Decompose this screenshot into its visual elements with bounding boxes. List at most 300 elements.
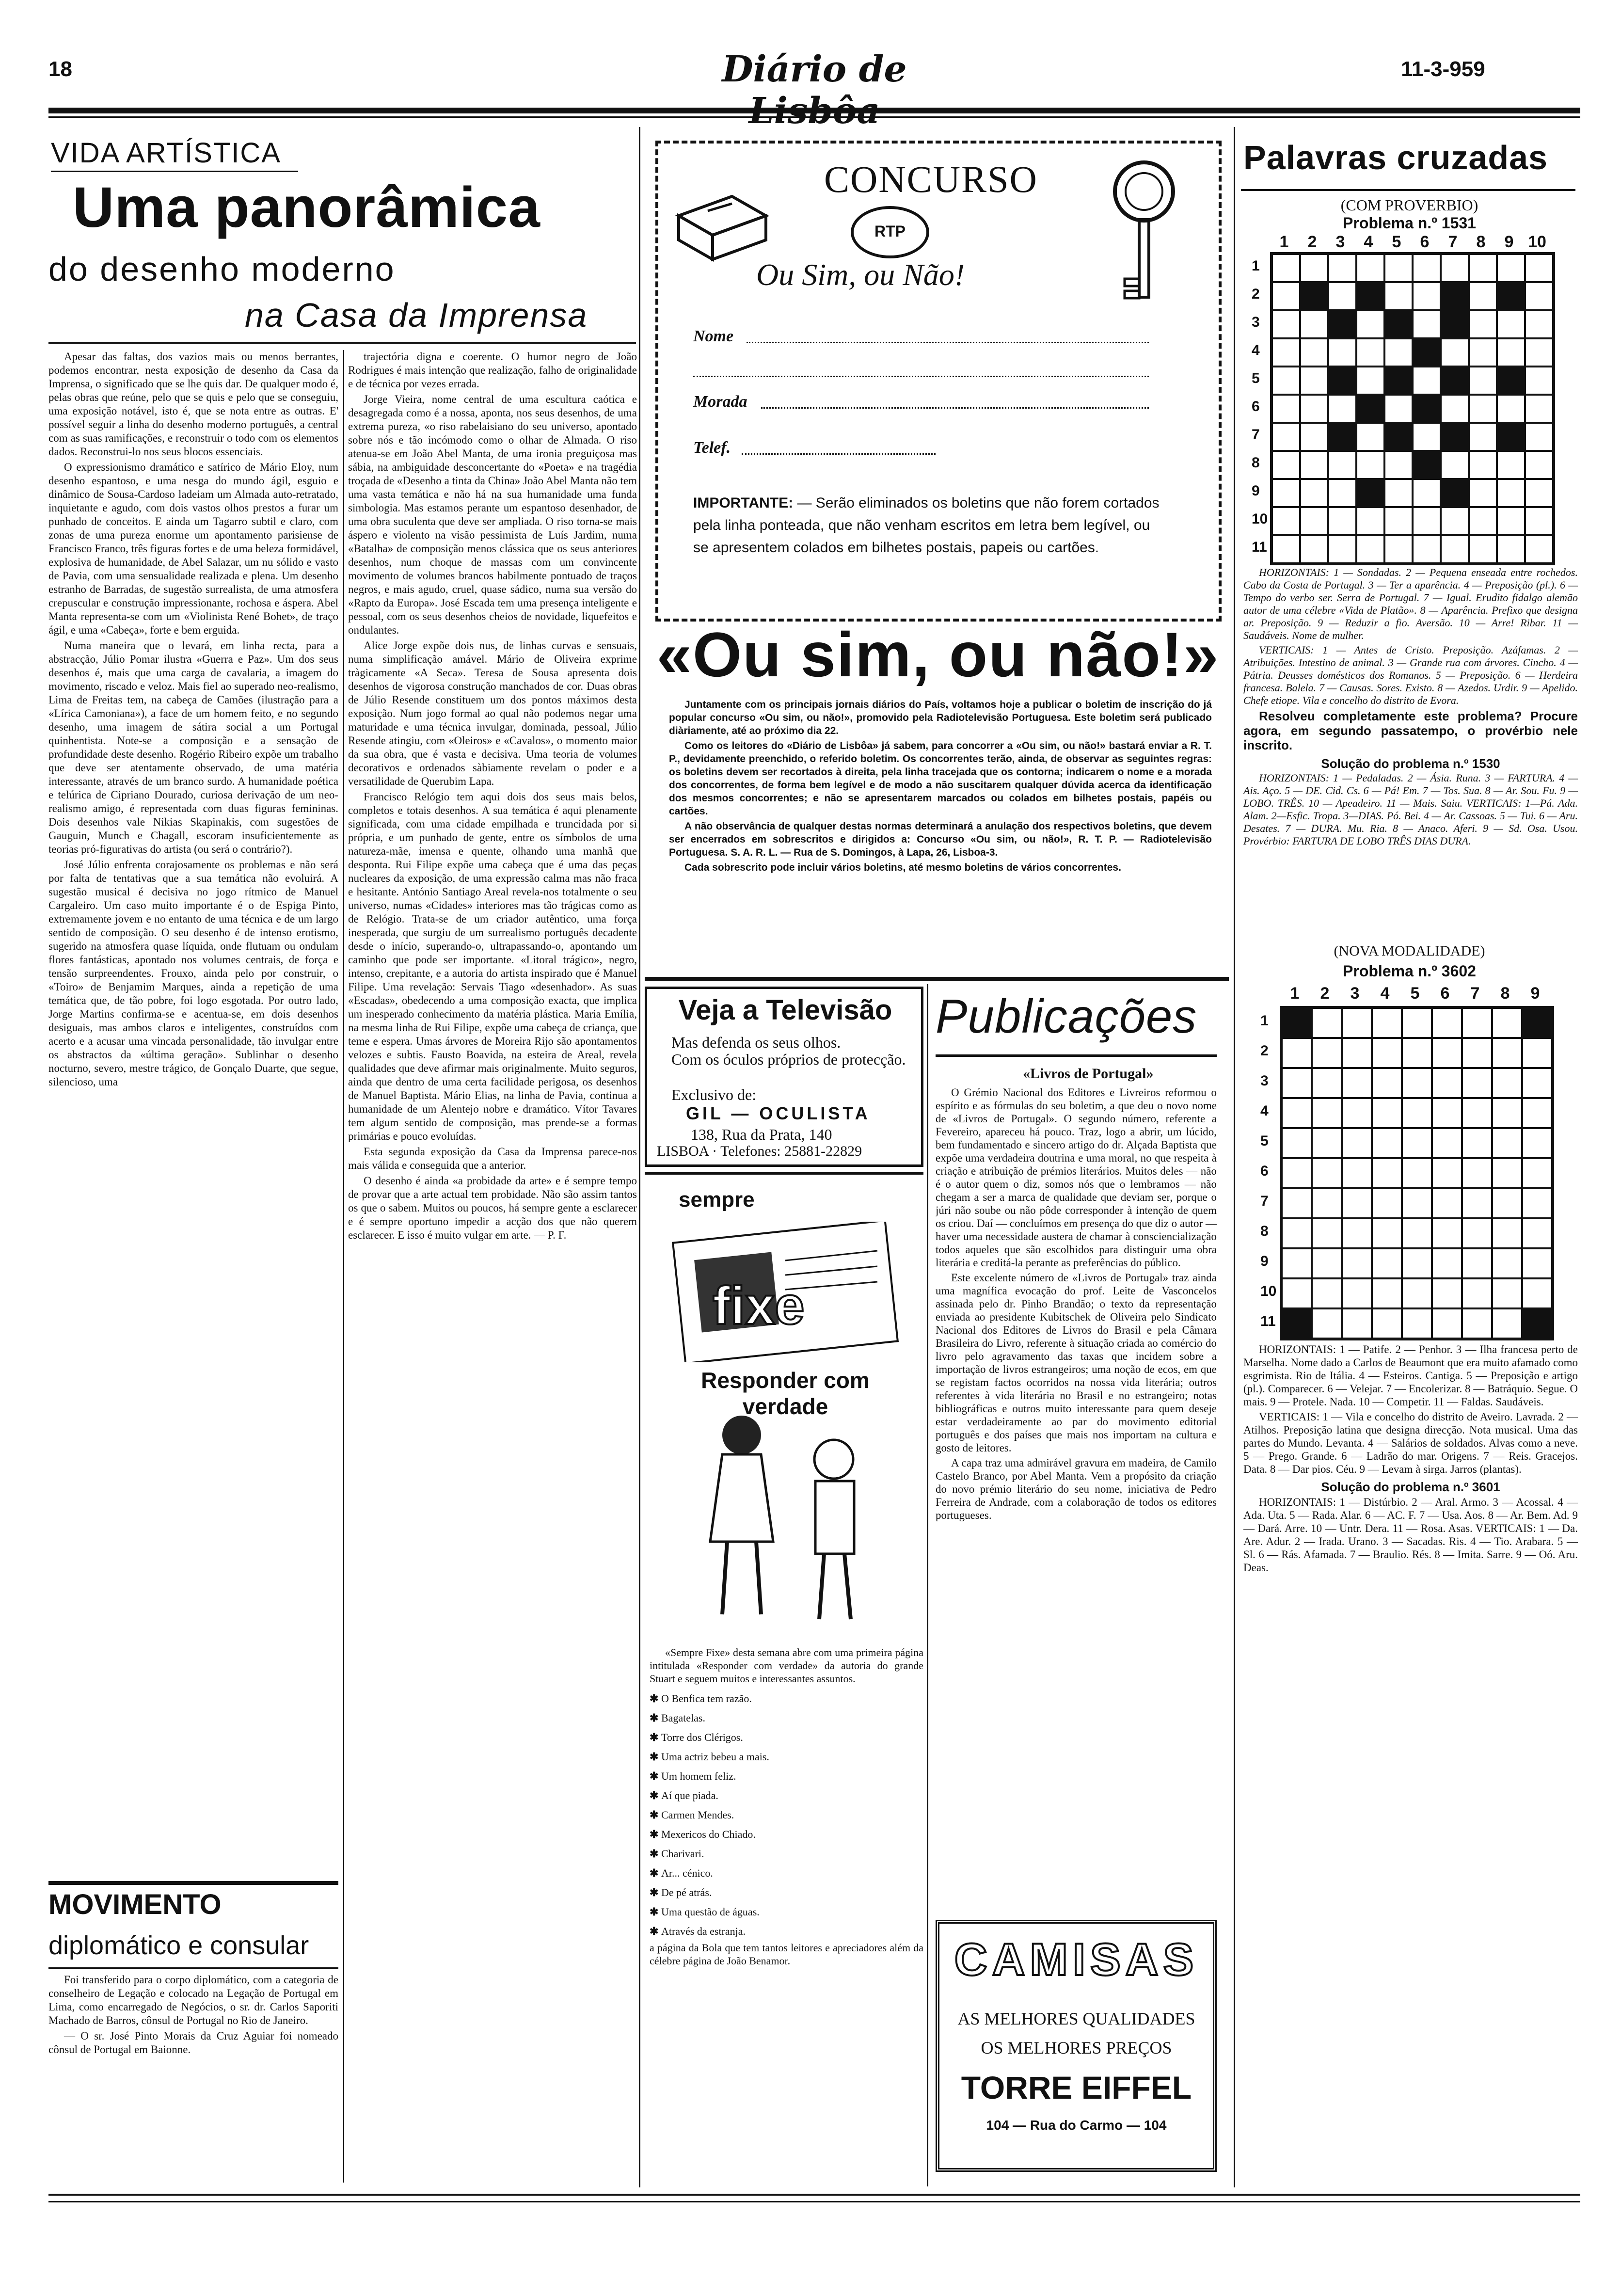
row-number: 10 <box>1252 511 1268 527</box>
tv-ad-address: 138, Rua da Prata, 140 <box>691 1126 832 1143</box>
address-field-label: Morada <box>693 393 747 411</box>
crossword-cell[interactable] <box>1384 282 1413 310</box>
crossword-cell <box>1328 367 1356 395</box>
crossword-cell[interactable] <box>1384 338 1413 367</box>
column-number: 3 <box>1350 984 1360 1003</box>
crossword-cell[interactable] <box>1492 1278 1522 1308</box>
row-number: 5 <box>1260 1133 1269 1149</box>
crossword-cell[interactable] <box>1492 1188 1522 1218</box>
crossword-cell[interactable] <box>1356 338 1384 367</box>
crossword-cell[interactable] <box>1462 1218 1492 1248</box>
crossword-cell[interactable] <box>1402 1008 1432 1038</box>
crossword-cell[interactable] <box>1312 1128 1342 1158</box>
crossword-cell[interactable] <box>1522 1278 1552 1308</box>
crossword-cell[interactable] <box>1441 535 1469 563</box>
crossword-cell[interactable] <box>1469 507 1497 535</box>
column-number: 6 <box>1420 233 1430 251</box>
crossword-cell[interactable] <box>1328 535 1356 563</box>
paragraph: a página da Bola que tem tantos leitores e apreciadores além da célebre página de João Benamor. <box>650 1942 923 1967</box>
crossword-cell[interactable] <box>1372 1188 1402 1218</box>
crossword-cell[interactable] <box>1312 1218 1342 1248</box>
newspaper-title: Diário de <box>722 48 907 90</box>
crossword-cell[interactable] <box>1469 479 1497 507</box>
paragraph: A capa traz uma admirável gravura em madeira, de Camilo Castelo Branco, por Abel Manta. Vem a propósito da criação do novo prémio literário do seu nome, iniciativa de Pedro Ferreira de Andrade, com a colaboração de todos os editores portugueses. <box>936 1457 1217 1521</box>
crossword-cell[interactable] <box>1402 1218 1432 1248</box>
paragraph: O expressionismo dramático e satírico de Mário Eloy, num desenho espantoso, e uma nesga do mundo ágil, esguio e dinâmico de Sousa-Cardoso ladeiam um Almada auto-retratado, inquietante e agudo, com dois vastos olhos prestos a furar um punhado de conceitos. E ainda um Tagarro subtil e claro, com zonas de uma pureza enorme um apontamento parisiense de Francisco Franco, três figuras fortes e de uma beleza formidável, explosiva de humanidade, de Abel Salazar, um nu sólido e vasto de Pavia, com uma sensualidade realizada e plena. Um desenho estranho de Barradas, de sugestão surrealista, de uma atmosfera crepuscular e construção impressionante, rochosa e áspera. Abel Manta representa-se com um «Violinista René Bohet», de traço ágil, e uma «Cabeça», forte e bem erguida. <box>48 461 338 636</box>
paragraph: Juntamente com os principais jornais diários do País, voltamos hoje a publicar o boletim de inscrição do já popular concurso «Ou sim, ou não!», promovido pela Radiotelevisão Portuguesa. Este boletim será publicado diàriamente, até ao próximo dia 22. <box>669 699 1212 736</box>
crossword-cell[interactable] <box>1272 338 1300 367</box>
article-column-2 <box>348 350 637 2192</box>
crossword-cell[interactable] <box>1469 423 1497 451</box>
crossword-cell[interactable] <box>1300 310 1328 338</box>
crossword-cell[interactable] <box>1462 1278 1492 1308</box>
column-number: 7 <box>1448 233 1458 251</box>
masthead-rule-thin <box>48 116 1580 118</box>
crossword-cell[interactable] <box>1372 1098 1402 1128</box>
crossword-cell[interactable] <box>1402 1278 1432 1308</box>
crossword-cell[interactable] <box>1384 254 1413 282</box>
subhead: do desenho moderno <box>48 250 396 288</box>
crossword-cell[interactable] <box>1402 1248 1432 1278</box>
important-text: — Serão eliminados os boletins que não forem cortados pela linha ponteada, que não venham escritos em letra bem legível, ou se apresentem colados em bilhetes postais, papeis ou cartões. <box>693 495 1160 556</box>
section-rule <box>645 1172 923 1175</box>
crossword-cell[interactable] <box>1328 282 1356 310</box>
crossword-cell[interactable] <box>1342 1158 1372 1188</box>
crossword-cell[interactable] <box>1497 479 1525 507</box>
crossword-clues-1 <box>1243 566 1578 940</box>
column-numbers <box>1270 233 1551 252</box>
crossword-cell <box>1497 282 1525 310</box>
crossword-cell[interactable] <box>1525 535 1553 563</box>
crossword-cell[interactable] <box>1462 1308 1492 1339</box>
crossword-cell[interactable] <box>1492 1308 1522 1339</box>
crossword-cell[interactable] <box>1525 282 1553 310</box>
crossword-cell[interactable] <box>1441 254 1469 282</box>
camisas-ad-line: AS MELHORES QUALIDADES <box>957 2009 1195 2028</box>
crossword-cell <box>1497 423 1525 451</box>
tv-ad-title: Veja a Televisão <box>678 994 892 1026</box>
crossword-cell[interactable] <box>1312 1068 1342 1098</box>
name-field-label: Nome <box>693 327 734 345</box>
crossword-cell[interactable] <box>1372 1008 1402 1038</box>
crossword-cell[interactable] <box>1372 1128 1402 1158</box>
row-number: 5 <box>1252 370 1260 386</box>
list-item: ✱ Mexericos do Chiado. <box>650 1825 923 1844</box>
crossword-cell[interactable] <box>1469 338 1497 367</box>
crossword-grid-2[interactable] <box>1280 1006 1554 1340</box>
crossword-cell[interactable] <box>1372 1248 1402 1278</box>
sempre-fixe-text <box>650 1646 923 2189</box>
crossword-subtitle: (COM PROVERBIO) <box>1340 196 1478 214</box>
camisas-ad-title: CAMISAS <box>954 1934 1199 1985</box>
crossword-cell[interactable] <box>1497 451 1525 479</box>
tv-ad-company: GIL — OCULISTA <box>686 1103 871 1123</box>
crossword-cell[interactable] <box>1441 395 1469 423</box>
crossword-cell[interactable] <box>1328 507 1356 535</box>
crossword-cell[interactable] <box>1469 367 1497 395</box>
crossword-cell[interactable] <box>1342 1068 1372 1098</box>
crossword-cell[interactable] <box>1312 1008 1342 1038</box>
sempre-fixe-masthead: sempre <box>679 1188 755 1212</box>
crossword-cell[interactable] <box>1441 451 1469 479</box>
crossword-cell[interactable] <box>1413 367 1441 395</box>
crossword-cell[interactable] <box>1492 1068 1522 1098</box>
key-icon <box>1086 158 1192 313</box>
crossword-cell[interactable] <box>1356 535 1384 563</box>
movimento-title: MOVIMENTO <box>48 1889 222 1920</box>
crossword-cell[interactable] <box>1469 310 1497 338</box>
crossword-cell[interactable] <box>1497 507 1525 535</box>
crossword-cell[interactable] <box>1462 1158 1492 1188</box>
crossword-cell[interactable] <box>1432 1038 1462 1068</box>
crossword-cell[interactable] <box>1469 395 1497 423</box>
verticais-clues: VERTICAIS: 1 — Vila e concelho do distrito de Aveiro. Lavrada. 2 — Atilhos. Preposição latina que designa direcção. Nota musical. Uma das partes do Mundo. Levanta. 4 — Salários de soldados. Alvas como a neve. 5 — Prego. Grande. 6 — Ladrão do mar. Origens. 7 — Reis. Gracejos. Data. 8 — Dar pios. Céu. 9 — Levam à sirga. Jarros (plantas). <box>1243 1411 1578 1475</box>
crossword-cell[interactable] <box>1522 1068 1552 1098</box>
crossword-cell[interactable] <box>1328 338 1356 367</box>
column-number: 1 <box>1290 984 1300 1003</box>
list-item: ✱ Um homem feliz. <box>650 1767 923 1786</box>
crossword-cell[interactable] <box>1469 535 1497 563</box>
crossword-cell[interactable] <box>1356 310 1384 338</box>
crossword-cell[interactable] <box>1432 1248 1462 1278</box>
crossword-cell[interactable] <box>1312 1038 1342 1068</box>
crossword-cell[interactable] <box>1492 1248 1522 1278</box>
tv-ad-phone: LISBOA · Telefones: 25881-22829 <box>657 1143 862 1159</box>
crossword-cell[interactable] <box>1413 282 1441 310</box>
crossword-cell[interactable] <box>1312 1098 1342 1128</box>
publicacoes-body <box>936 1086 1217 1896</box>
phone-field[interactable] <box>742 453 936 455</box>
crossword-cell[interactable] <box>1402 1188 1432 1218</box>
list-item: ✱ Charivari. <box>650 1844 923 1864</box>
crossword-cell[interactable] <box>1312 1278 1342 1308</box>
crossword-grid-1[interactable] <box>1270 252 1555 565</box>
crossword-cell[interactable] <box>1469 254 1497 282</box>
crossword-cell[interactable] <box>1413 535 1441 563</box>
list-item: ✱ Através da estranja. <box>650 1922 923 1941</box>
crossword-cell[interactable] <box>1282 1248 1312 1278</box>
crossword-cell[interactable] <box>1300 367 1328 395</box>
crossword-cell[interactable] <box>1372 1038 1402 1068</box>
row-number: 9 <box>1252 483 1260 499</box>
crossword-cell[interactable] <box>1441 338 1469 367</box>
crossword-cell[interactable] <box>1356 423 1384 451</box>
list-item: ✱ Torre dos Clérigos. <box>650 1728 923 1747</box>
crossword-cell[interactable] <box>1342 1218 1372 1248</box>
row-number: 4 <box>1260 1103 1269 1119</box>
crossword-cell <box>1441 479 1469 507</box>
crossword-cell[interactable] <box>1525 254 1553 282</box>
crossword-cell[interactable] <box>1342 1248 1372 1278</box>
crossword-cell[interactable] <box>1328 479 1356 507</box>
column-divider <box>639 127 640 2187</box>
crossword-cell <box>1522 1308 1552 1339</box>
crossword-cell[interactable] <box>1402 1158 1432 1188</box>
page-number: 18 <box>48 57 72 81</box>
crossword-cell[interactable] <box>1525 451 1553 479</box>
crossword-cell[interactable] <box>1402 1308 1432 1339</box>
crossword-cell[interactable] <box>1522 1188 1552 1218</box>
paragraph: O desenho é ainda «a probidade da arte» e é sempre tempo de provar que a arte actual tem probidade. Não são assim tantos os que o sabem. Muitos ou poucos, há sempre gente a esclarecer e é sempre oportuno impedir a acção dos que não querem esclarecer. E isso é muito vulgar em arte. — P. F. <box>348 1175 637 1241</box>
row-number: 6 <box>1260 1163 1269 1179</box>
crossword-cell[interactable] <box>1522 1038 1552 1068</box>
page-bottom-rule <box>48 2194 1580 2196</box>
movimento-subrule <box>48 1967 338 1969</box>
crossword-cell[interactable] <box>1328 451 1356 479</box>
crossword-cell[interactable] <box>1469 451 1497 479</box>
row-number: 8 <box>1252 455 1260 471</box>
crossword-cell[interactable] <box>1300 479 1328 507</box>
paragraph: Numa maneira que o levará, em linha recta, para a abstracção, Júlio Pomar ilustra «Guerra e Paz». Um dos seus desenhos é, mais que uma carga de cavalaria, a imagem do movimento, riscado e veloz. Mais fiel ao superado neo-realismo, Lima de Freitas tem, na cabeça de Camões (ilustração para a «Lírica Camoniana»), a face de um homem feito, e no segundo desenho, uma imagem de sátira social a um Portugal quinhentista. Note-se a composição e a sensação de profundidade deste desenho. Rogério Ribeiro expõe um trabalho que deve ser atentamente observado, de uma matéria interessante, através de um branco surdo. A humanidade poética e telúrica de Cipriano Dourado, curiosa derivação de um neo-realismo amigo, é representada com duas figuras femininas. Dois desenhos vale Nikias Skapinakis, com sugestões de Gauguin, Munch e Chagall, escoram insuficientemente as teorias pró-figurativas do artista (ou será o contrário?). <box>48 639 338 855</box>
crossword-cell[interactable] <box>1525 338 1553 367</box>
crossword-cell[interactable] <box>1522 1098 1552 1128</box>
crossword-cell[interactable] <box>1462 1188 1492 1218</box>
crossword-cell[interactable] <box>1492 1098 1522 1128</box>
crossword-cell[interactable] <box>1342 1188 1372 1218</box>
paragraph: «Sempre Fixe» desta semana abre com uma primeira página intitulada «Responder com verdade» da autoria do grande Stuart e seguem muitos e interessantes assuntos. <box>650 1646 923 1685</box>
crossword-cell[interactable] <box>1272 535 1300 563</box>
crossword-cell[interactable] <box>1372 1158 1402 1188</box>
crossword-cell <box>1384 423 1413 451</box>
camisas-ad <box>936 1920 1217 2172</box>
important-note <box>693 492 1168 559</box>
section-label-rule <box>51 171 298 172</box>
crossword-cell[interactable] <box>1372 1278 1402 1308</box>
crossword-cell[interactable] <box>1282 1098 1312 1128</box>
crossword-cell[interactable] <box>1525 310 1553 338</box>
crossword-cell[interactable] <box>1402 1128 1432 1158</box>
crossword-cell <box>1328 423 1356 451</box>
crossword-cell[interactable] <box>1522 1158 1552 1188</box>
crossword-cell <box>1384 310 1413 338</box>
paragraph: Esta segunda exposição da Casa da Imprensa parece-nos mais válida e conseguida que a anterior. <box>348 1146 637 1171</box>
crossword-cell[interactable] <box>1432 1278 1462 1308</box>
crossword-cell[interactable] <box>1272 451 1300 479</box>
row-number: 3 <box>1252 314 1260 330</box>
crossword-cell[interactable] <box>1497 535 1525 563</box>
crossword-cell[interactable] <box>1312 1188 1342 1218</box>
crossword-cell[interactable] <box>1462 1098 1492 1128</box>
tv-ad-line: Mas defenda os seus olhos. <box>671 1034 841 1051</box>
crossword-cell[interactable] <box>1342 1098 1372 1128</box>
column-divider <box>1234 127 1235 2187</box>
row-number: 1 <box>1260 1013 1269 1029</box>
column-number: 8 <box>1500 984 1510 1003</box>
list-item: ✱ O Benfica tem razão. <box>650 1689 923 1708</box>
crossword-cell[interactable] <box>1312 1248 1342 1278</box>
crossword-cell <box>1356 479 1384 507</box>
crossword-cell[interactable] <box>1492 1218 1522 1248</box>
crossword-cell[interactable] <box>1272 310 1300 338</box>
crossword-cell[interactable] <box>1492 1128 1522 1158</box>
crossword-cell[interactable] <box>1432 1008 1462 1038</box>
paragraph: trajectória digna e coerente. O humor negro de João Rodrigues é mais intenção que realização, falho de originalidade e de técnica por vezes errada. <box>348 351 637 390</box>
crossword-cell[interactable] <box>1462 1008 1492 1038</box>
crossword-cell[interactable] <box>1384 451 1413 479</box>
crossword-cell[interactable] <box>1282 1068 1312 1098</box>
crossword-cell[interactable] <box>1492 1008 1522 1038</box>
crossword-cell[interactable] <box>1356 367 1384 395</box>
crossword-cell[interactable] <box>1356 451 1384 479</box>
horizontais-clues: HORIZONTAIS: 1 — Patife. 2 — Penhor. 3 — Ilha francesa perto de Marselha. Nome dado a Carlos de Beaumont que era muito afamado como esgrimista. Rio de Itália. 4 — Esteiros. Cantiga. 5 — Preposição e artigo (pl.). Comparecer. 6 — Velejar. 7 — Encolerizar. 8 — Batráquio. Segue. O mais. 9 — Protele. Nada. 10 — Competir. 11 — Faldas. Saudáveis. <box>1243 1343 1578 1408</box>
promo-text: Resolveu completamente este problema? Procure agora, em segundo passatempo, o provérbio nele inscrito. <box>1243 709 1578 752</box>
crossword-cell[interactable] <box>1497 310 1525 338</box>
crossword-cell[interactable] <box>1402 1098 1432 1128</box>
crossword-cell[interactable] <box>1469 282 1497 310</box>
row-number: 11 <box>1252 539 1267 555</box>
camisas-ad-address: 104 — Rua do Carmo — 104 <box>986 2118 1167 2133</box>
crossword-cell[interactable] <box>1342 1308 1372 1339</box>
crossword-cell[interactable] <box>1356 507 1384 535</box>
movimento-subtitle: diplomático e consular <box>48 1931 309 1960</box>
crossword-cell[interactable] <box>1497 254 1525 282</box>
crossword-cell[interactable] <box>1432 1308 1462 1339</box>
crossword-problem-1: Problema n.º 1531 <box>1343 214 1476 232</box>
crossword-cell[interactable] <box>1492 1158 1522 1188</box>
crossword-cell[interactable] <box>1432 1128 1462 1158</box>
crossword-cell <box>1356 282 1384 310</box>
crossword-cell[interactable] <box>1342 1128 1372 1158</box>
paragraph: Apesar das faltas, dos vazios mais ou menos berrantes, podemos encontrar, nesta exposição de desenho da Casa da Imprensa, o significado que se lhe quis dar. De qualquer modo é, pelas obras que reúne, pelo que se quis e pelo que se conseguiu, uma exposição notável, isto é, que se nota entre as outras. E' possível seguir a linha do desenho moderno português, a central com as suas ramificações, e reconstruir o todo com os elementos dados. Reconstrui-lo nos seus blocos essenciais. <box>48 351 338 458</box>
crossword-cell[interactable] <box>1272 507 1300 535</box>
row-number: 2 <box>1252 286 1260 302</box>
crossword-cell[interactable] <box>1282 1038 1312 1068</box>
crossword-cell[interactable] <box>1413 254 1441 282</box>
crossword-cell[interactable] <box>1441 507 1469 535</box>
crossword-cell[interactable] <box>1282 1128 1312 1158</box>
crossword-cell[interactable] <box>1525 395 1553 423</box>
crossword-cell[interactable] <box>1282 1218 1312 1248</box>
crossword-cell[interactable] <box>1432 1218 1462 1248</box>
cartoon-figures-illustration <box>688 1401 892 1629</box>
column-number: 2 <box>1320 984 1330 1003</box>
row-number: 3 <box>1260 1073 1269 1089</box>
list-item: ✱ Ar... cénico. <box>650 1864 923 1883</box>
crossword-cell[interactable] <box>1462 1068 1492 1098</box>
crossword-cell[interactable] <box>1462 1128 1492 1158</box>
crossword-cell[interactable] <box>1282 1278 1312 1308</box>
crossword-cell[interactable] <box>1300 338 1328 367</box>
column-number: 5 <box>1392 233 1401 251</box>
issue-date: 11-3-959 <box>1401 57 1485 81</box>
crossword-cell[interactable] <box>1272 395 1300 423</box>
name-field[interactable] <box>747 342 1149 343</box>
paragraph: — O sr. José Pinto Morais da Cruz Aguiar foi nomeado cônsul de Portugal em Baionne. <box>48 2030 338 2056</box>
solution-text: HORIZONTAIS: 1 — Distúrbio. 2 — Aral. Armo. 3 — Acossal. 4 — Ada. Uta. 5 — Rada. Alar. 6 — AC. F. 7 — Usa. Aos. 8 — Ar. Bem. Ad. 9 — Dará. Arre. 10 — Untr. Dera. 11 — Rosa. Asas. VERTICAIS: 1 — Da. Are. Adur. 2 — Irada. Urano. 3 — Sacadas. Ris. 4 — Tio. Arabara. 5 — Sl. 6 — Rás. Afamada. 7 — Braulio. Rés. 8 — Imita. Sarre. 9 — Oó. Aru. Deas. <box>1243 1496 1578 1574</box>
crossword-cell[interactable] <box>1413 507 1441 535</box>
crossword-cell[interactable] <box>1342 1038 1372 1068</box>
crossword-cell[interactable] <box>1272 282 1300 310</box>
tv-ad-line: Com os óculos próprios de protecção. <box>671 1051 906 1068</box>
crossword-cell[interactable] <box>1342 1008 1372 1038</box>
row-number: 7 <box>1252 427 1260 443</box>
crossword-problem-2: Problema n.º 3602 <box>1343 962 1476 980</box>
rtp-emblem: RTP <box>851 206 929 258</box>
article-column-1 <box>48 350 338 1872</box>
list-item: ✱ Aí que piada. <box>650 1786 923 1805</box>
crossword-cell[interactable] <box>1312 1158 1342 1188</box>
crossword-cell[interactable] <box>1402 1068 1432 1098</box>
crossword-cell[interactable] <box>1384 395 1413 423</box>
crossword-cell[interactable] <box>1432 1068 1462 1098</box>
crossword-cell[interactable] <box>1432 1158 1462 1188</box>
crossword-cell[interactable] <box>1272 254 1300 282</box>
crossword-cell[interactable] <box>1384 479 1413 507</box>
crossword-cell[interactable] <box>1300 254 1328 282</box>
list-item: ✱ Uma questão de águas. <box>650 1902 923 1922</box>
section-rule <box>645 977 1229 981</box>
crossword-cell[interactable] <box>1413 423 1441 451</box>
crossword-cell[interactable] <box>1372 1068 1402 1098</box>
crossword-cell[interactable] <box>1525 507 1553 535</box>
crossword-cell[interactable] <box>1522 1218 1552 1248</box>
crossword-cell[interactable] <box>1282 1188 1312 1218</box>
crossword-cell[interactable] <box>1432 1188 1462 1218</box>
crossword-cell[interactable] <box>1300 395 1328 423</box>
crossword-cell[interactable] <box>1413 310 1441 338</box>
crossword-cell[interactable] <box>1492 1038 1522 1068</box>
crossword-cell[interactable] <box>1328 395 1356 423</box>
crossword-cell <box>1441 367 1469 395</box>
crossword-cell[interactable] <box>1384 535 1413 563</box>
row-number: 10 <box>1260 1283 1277 1299</box>
list-item: ✱ De pé atrás. <box>650 1883 923 1902</box>
crossword-cell[interactable] <box>1300 451 1328 479</box>
column-number: 7 <box>1470 984 1480 1003</box>
crossword-cell[interactable] <box>1372 1308 1402 1339</box>
crossword-cell[interactable] <box>1342 1278 1372 1308</box>
crossword-cell[interactable] <box>1497 338 1525 367</box>
crossword-cell[interactable] <box>1312 1308 1342 1339</box>
crossword-cell[interactable] <box>1272 479 1300 507</box>
crossword-cell[interactable] <box>1413 479 1441 507</box>
crossword-cell[interactable] <box>1300 423 1328 451</box>
crossword-cell[interactable] <box>1272 367 1300 395</box>
sempre-fixe-logo: fixe <box>713 1276 805 1336</box>
name-field-line2[interactable] <box>693 376 1149 377</box>
horizontais-clues: HORIZONTAIS: 1 — Sondadas. 2 — Pequena enseada entre rochedos. Cabo da Costa de Portugal. 3 — Ter a aparência. 4 — Preposição (pl.). 6 — Tempo do verbo ser. Serra de Portugal. 7 — Igual. Erudito fidalgo alemão autor de uma célebre «Vida de Platão». 8 — Aparência. Prefixo que designa ar. Preposição. 9 — Reduzir a fio. Aversão. 10 — Arre! Ribar. 11 — Saudáveis. Nome de mulher. <box>1243 566 1578 641</box>
row-number: 8 <box>1260 1223 1269 1239</box>
crossword-cell[interactable] <box>1282 1158 1312 1188</box>
subhead-rule <box>48 342 636 344</box>
sempre-fixe-caption: Responder com verdade <box>701 1368 870 1419</box>
crossword-cell[interactable] <box>1328 254 1356 282</box>
crossword-cell[interactable] <box>1522 1128 1552 1158</box>
contest-headline: «Ou sim, ou não!» <box>656 619 1220 690</box>
crossword-cell[interactable] <box>1300 507 1328 535</box>
crossword-cell[interactable] <box>1522 1248 1552 1278</box>
crossword-cell[interactable] <box>1300 535 1328 563</box>
crossword-cell[interactable] <box>1372 1218 1402 1248</box>
crossword-cell[interactable] <box>1462 1248 1492 1278</box>
crossword-cell[interactable] <box>1462 1038 1492 1068</box>
crossword-cell[interactable] <box>1402 1038 1432 1068</box>
crossword-cell[interactable] <box>1497 395 1525 423</box>
crossword-subtitle-2: (NOVA MODALIDADE) <box>1334 943 1485 959</box>
crossword-cell[interactable] <box>1525 479 1553 507</box>
tv-ad <box>645 987 923 1167</box>
crossword-cell[interactable] <box>1525 367 1553 395</box>
column-number: 8 <box>1476 233 1486 251</box>
crossword-cell[interactable] <box>1432 1098 1462 1128</box>
address-field[interactable] <box>761 407 1149 409</box>
crossword-cell[interactable] <box>1356 254 1384 282</box>
row-number: 2 <box>1260 1043 1269 1059</box>
crossword-cell[interactable] <box>1272 423 1300 451</box>
crossword-cell[interactable] <box>1384 507 1413 535</box>
important-label: IMPORTANTE: <box>693 495 794 511</box>
crossword-cell[interactable] <box>1525 423 1553 451</box>
